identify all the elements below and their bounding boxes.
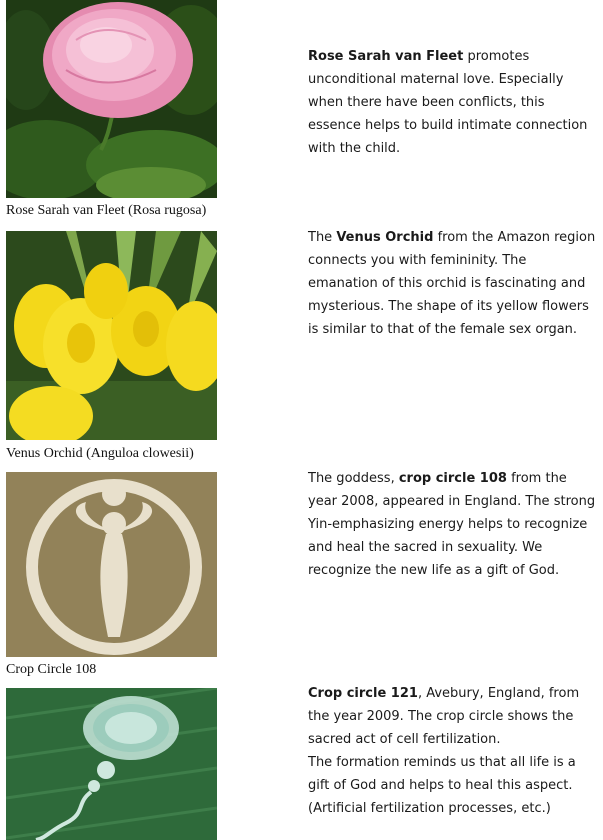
crop-circle-fertilization-photo bbox=[6, 688, 217, 840]
orchid-name-bold: Venus Orchid bbox=[336, 230, 434, 245]
crop-circle-108-description: The goddess, crop circle 108 from the year 2008, appeared in England. The strong Yin-emphasizing energy helps to recognize and heal the sacred in sexuality. We recognize the new life as a gift of God. bbox=[308, 471, 596, 578]
crop-circle-108-name-bold: crop circle 108 bbox=[398, 471, 507, 486]
crop-circle-121-description: Crop circle 121, Avebury, England, from the year 2009. The crop circle shows the sacred act of cell fertilization. The formation reminds us that all life is a gift of God and helps to heal this aspect. (Artificial fertilization processes, etc.) bbox=[308, 682, 598, 820]
rose-description: Rose Sarah van Fleet promotes unconditional maternal love. Especially when there have been conflicts, this essence helps to build intimate connection with the child. bbox=[308, 49, 588, 156]
rose-caption: Rose Sarah van Fleet (Rosa rugosa) bbox=[6, 203, 207, 218]
orchid-photo bbox=[6, 231, 217, 440]
crop-circle-121-extra: The formation reminds us that all life is a gift of God and helps to heal this aspect. (Artificial fertilization processes, etc.) bbox=[308, 755, 576, 816]
crop-circle-121-name-bold: Crop circle 121 bbox=[308, 686, 418, 701]
rose-photo bbox=[6, 0, 217, 198]
orchid-caption: Venus Orchid (Anguloa clowesii) bbox=[6, 446, 194, 461]
orchid-description: The Venus Orchid from the Amazon region connects you with femininity. The emanation of this orchid is fascinating and mysterious. The shape of its yellow flowers is similar to that of the female sex organ. bbox=[308, 230, 596, 337]
crop-circle-goddess-photo bbox=[6, 472, 217, 657]
rose-name-bold: Rose Sarah van Fleet bbox=[308, 49, 464, 64]
crop-circle-108-caption: Crop Circle 108 bbox=[6, 662, 97, 677]
